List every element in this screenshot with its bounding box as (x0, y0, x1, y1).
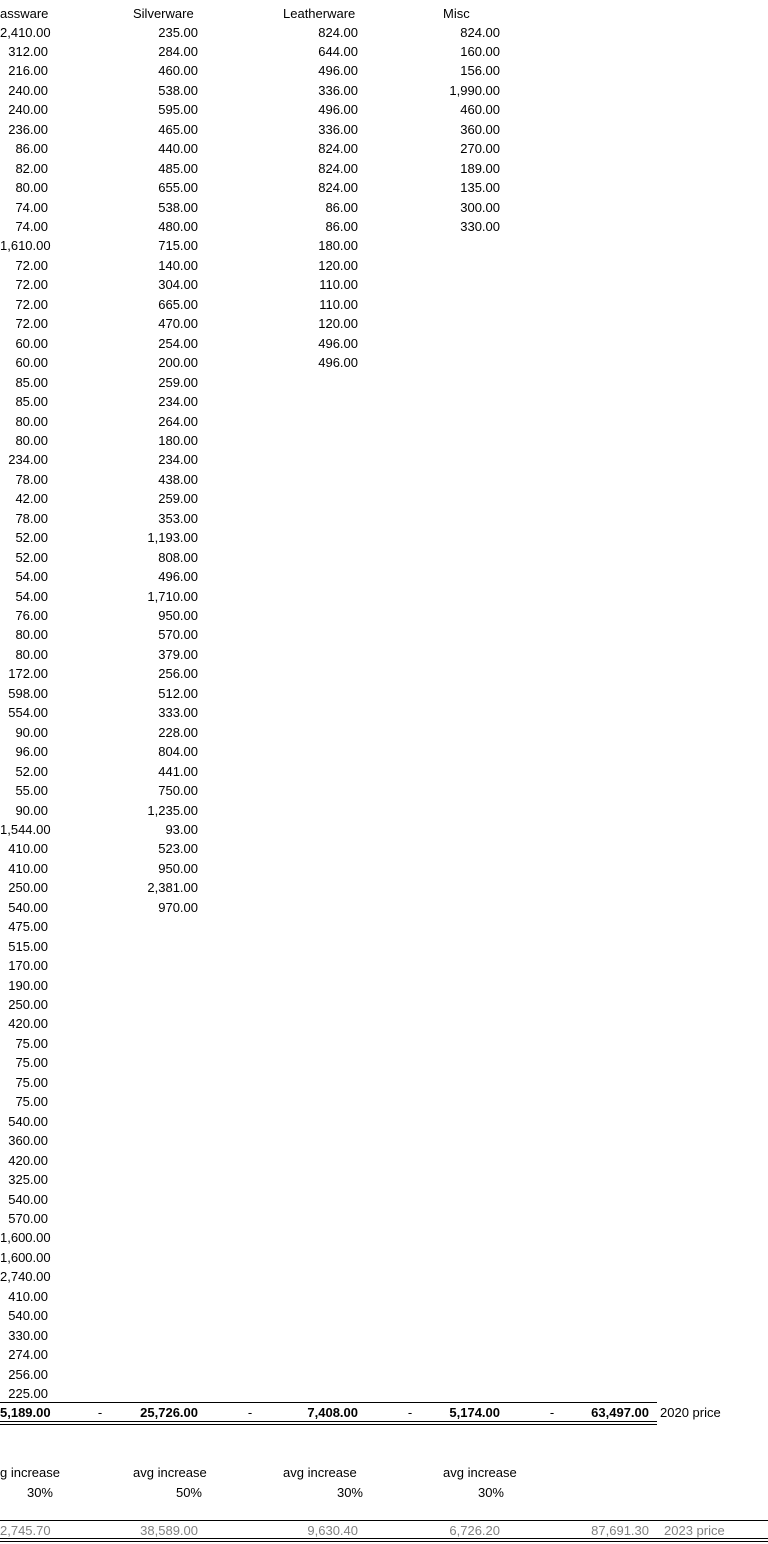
glassware-cell: 274.00 (8, 1347, 48, 1363)
misc-cell: 460.00 (460, 102, 500, 118)
glassware-cell: 540.00 (8, 899, 48, 915)
glassware-cell: 90.00 (15, 724, 48, 740)
glassware-cell: 325.00 (8, 1172, 48, 1188)
misc-cell: 189.00 (460, 160, 500, 176)
leatherware-cell: 496.00 (318, 335, 358, 351)
silverware-cell: 259.00 (158, 491, 198, 507)
header-leatherware: Leatherware (283, 6, 356, 21)
glassware-cell: 420.00 (8, 1016, 48, 1032)
projected-double-rule-2 (0, 1541, 768, 1542)
glassware-cell: 72.00 (15, 277, 48, 293)
glassware-cell: 60.00 (15, 355, 48, 371)
glassware-cell: 1,544.00 (0, 821, 51, 837)
projected-misc: 6,726.20 (449, 1523, 500, 1538)
silverware-cell: 523.00 (158, 841, 198, 857)
leatherware-cell: 496.00 (318, 63, 358, 79)
glassware-cell: 80.00 (15, 432, 48, 448)
glassware-cell: 2,740.00 (0, 1269, 51, 1285)
leatherware-cell: 824.00 (318, 141, 358, 157)
increase-label-misc: avg increase (443, 1465, 517, 1480)
silverware-cell: 438.00 (158, 471, 198, 487)
misc-cell: 330.00 (460, 219, 500, 234)
silverware-cell: 235.00 (158, 24, 198, 40)
glassware-cell: 52.00 (15, 530, 48, 546)
glassware-cell: 54.00 (15, 588, 48, 604)
glassware-cell: 250.00 (8, 997, 48, 1012)
glassware-cell: 54.00 (15, 569, 48, 585)
glassware-cell: 86.00 (15, 141, 48, 157)
silverware-cell: 234.00 (158, 452, 198, 468)
glassware-cell: 540.00 (8, 1113, 48, 1129)
header-glassware: assware (0, 6, 49, 21)
glassware-cell: 312.00 (8, 43, 48, 59)
leatherware-cell: 336.00 (318, 121, 358, 137)
silverware-cell: 304.00 (158, 277, 198, 293)
glassware-cell: 80.00 (15, 413, 48, 429)
silverware-cell: 333.00 (158, 705, 198, 721)
misc-cell: 156.00 (460, 63, 500, 79)
glassware-cell: 42.00 (15, 491, 48, 507)
total-misc: 5,174.00 (449, 1405, 500, 1420)
misc-cell: 160.00 (460, 43, 500, 59)
glassware-cell: 410.00 (8, 1288, 48, 1304)
silverware-cell: 655.00 (158, 180, 198, 196)
silverware-cell: 480.00 (158, 219, 198, 234)
glassware-cell: 75.00 (15, 1074, 48, 1090)
total-grand: 63,497.00 (591, 1405, 649, 1420)
silverware-cell: 441.00 (158, 763, 198, 779)
glassware-cell: 170.00 (8, 958, 48, 974)
leatherware-cell: 824.00 (318, 180, 358, 196)
silverware-cell: 808.00 (158, 549, 198, 565)
glassware-cell: 554.00 (8, 705, 48, 721)
silverware-cell: 254.00 (158, 335, 198, 351)
projected-double-rule-1 (0, 1538, 768, 1539)
glassware-cell: 82.00 (15, 160, 48, 176)
increase-value-silverware: 50% (175, 1485, 202, 1500)
increase-value-leatherware: 30% (336, 1485, 363, 1500)
leatherware-cell: 110.00 (319, 296, 358, 312)
totals-double-rule-2 (0, 1424, 657, 1425)
silverware-cell: 234.00 (158, 394, 198, 410)
glassware-cell: 52.00 (15, 763, 48, 779)
glassware-cell: 85.00 (15, 374, 48, 390)
glassware-cell: 410.00 (8, 860, 48, 876)
glassware-cell: 172.00 (8, 666, 48, 682)
glassware-cell: 75.00 (15, 1094, 48, 1110)
glassware-cell: 75.00 (15, 1035, 48, 1051)
misc-cell: 135.00 (460, 180, 500, 196)
leatherware-cell: 86.00 (325, 219, 358, 234)
silverware-cell: 715.00 (158, 238, 198, 254)
silverware-cell: 284.00 (158, 43, 198, 59)
increase-label-leatherware: avg increase (283, 1465, 357, 1480)
glassware-cell: 216.00 (8, 63, 48, 79)
projected-glassware: 2,745.70 (0, 1523, 51, 1538)
glassware-cell: 570.00 (8, 1210, 48, 1226)
glassware-cell: 240.00 (8, 102, 48, 118)
silverware-cell: 180.00 (158, 432, 198, 448)
silverware-cell: 353.00 (158, 510, 198, 526)
glassware-cell: 72.00 (15, 316, 48, 332)
glassware-cell: 1,600.00 (0, 1230, 51, 1246)
glassware-cell: 234.00 (8, 452, 48, 468)
glassware-cell: 330.00 (8, 1327, 48, 1343)
leatherware-cell: 120.00 (318, 257, 358, 273)
silverware-cell: 485.00 (158, 160, 198, 176)
glassware-cell: 360.00 (8, 1133, 48, 1149)
misc-cell: 1,990.00 (449, 82, 500, 98)
silverware-cell: 970.00 (158, 899, 198, 915)
label-2023-price: 2023 price (664, 1523, 725, 1538)
glassware-cell: 1,600.00 (0, 1249, 51, 1265)
silverware-cell: 2,381.00 (147, 880, 198, 896)
silverware-cell: 470.00 (158, 316, 198, 332)
label-2020-price: 2020 price (660, 1405, 721, 1420)
leatherware-cell: 86.00 (325, 199, 358, 215)
leatherware-cell: 496.00 (318, 102, 358, 118)
increase-label-silverware: avg increase (133, 1465, 207, 1480)
glassware-cell: 96.00 (15, 744, 48, 760)
glassware-cell: 75.00 (15, 1055, 48, 1071)
total-dash-3: - (407, 1405, 413, 1420)
silverware-cell: 496.00 (158, 569, 198, 585)
leatherware-cell: 644.00 (318, 43, 358, 59)
total-glassware: 5,189.00 (0, 1405, 51, 1420)
glassware-cell: 225.00 (8, 1386, 48, 1401)
glassware-cell: 80.00 (15, 627, 48, 643)
glassware-cell: 540.00 (8, 1308, 48, 1324)
total-silverware: 25,726.00 (140, 1405, 198, 1420)
silverware-cell: 460.00 (158, 63, 198, 79)
glassware-cell: 90.00 (15, 802, 48, 818)
silverware-cell: 1,193.00 (147, 530, 198, 546)
silverware-cell: 950.00 (158, 608, 198, 623)
glassware-cell: 410.00 (8, 841, 48, 857)
glassware-cell: 55.00 (15, 783, 48, 799)
misc-cell: 300.00 (460, 199, 500, 215)
projected-silverware: 38,589.00 (140, 1523, 198, 1538)
leatherware-cell: 110.00 (319, 277, 358, 293)
silverware-cell: 93.00 (165, 821, 198, 837)
silverware-cell: 570.00 (158, 627, 198, 643)
leatherware-cell: 180.00 (318, 238, 358, 254)
glassware-cell: 72.00 (15, 296, 48, 312)
header-silverware: Silverware (133, 6, 194, 21)
glassware-cell: 256.00 (8, 1366, 48, 1382)
glassware-cell: 78.00 (15, 471, 48, 487)
silverware-cell: 538.00 (158, 82, 198, 98)
total-dash-2: - (247, 1405, 253, 1420)
glassware-cell: 236.00 (8, 121, 48, 137)
glassware-cell: 250.00 (8, 880, 48, 896)
leatherware-cell: 824.00 (318, 24, 358, 40)
silverware-cell: 512.00 (158, 685, 198, 701)
glassware-cell: 78.00 (15, 510, 48, 526)
header-misc: Misc (443, 6, 470, 21)
glassware-cell: 2,410.00 (0, 24, 51, 40)
misc-cell: 270.00 (460, 141, 500, 157)
glassware-cell: 74.00 (15, 219, 48, 234)
silverware-cell: 804.00 (158, 744, 198, 760)
silverware-cell: 465.00 (158, 121, 198, 137)
leatherware-cell: 120.00 (318, 316, 358, 332)
glassware-cell: 52.00 (15, 549, 48, 565)
silverware-cell: 750.00 (158, 783, 198, 799)
silverware-cell: 665.00 (158, 296, 198, 312)
increase-value-glassware: 30% (26, 1485, 53, 1500)
total-dash-4: - (549, 1405, 555, 1420)
misc-cell: 360.00 (460, 121, 500, 137)
silverware-cell: 950.00 (158, 860, 198, 876)
silverware-cell: 440.00 (158, 141, 198, 157)
glassware-cell: 72.00 (15, 257, 48, 273)
silverware-cell: 256.00 (158, 666, 198, 682)
leatherware-cell: 336.00 (318, 82, 358, 98)
projected-grand: 87,691.30 (591, 1523, 649, 1538)
silverware-cell: 264.00 (158, 413, 198, 429)
projected-top-rule (0, 1520, 768, 1521)
glassware-cell: 240.00 (8, 82, 48, 98)
projected-leatherware: 9,630.40 (307, 1523, 358, 1538)
glassware-cell: 60.00 (15, 335, 48, 351)
glassware-cell: 598.00 (8, 685, 48, 701)
total-dash-1: - (97, 1405, 103, 1420)
silverware-cell: 200.00 (158, 355, 198, 371)
silverware-cell: 1,710.00 (147, 588, 198, 604)
glassware-cell: 475.00 (8, 919, 48, 935)
glassware-cell: 80.00 (15, 646, 48, 662)
glassware-cell: 540.00 (8, 1191, 48, 1207)
silverware-cell: 259.00 (158, 374, 198, 390)
silverware-cell: 379.00 (158, 646, 198, 662)
silverware-cell: 1,235.00 (147, 802, 198, 818)
glassware-cell: 190.00 (8, 977, 48, 993)
silverware-cell: 538.00 (158, 199, 198, 215)
misc-cell: 824.00 (460, 24, 500, 40)
glassware-cell: 80.00 (15, 180, 48, 196)
glassware-cell: 76.00 (15, 608, 48, 623)
glassware-cell: 515.00 (8, 938, 48, 954)
leatherware-cell: 496.00 (318, 355, 358, 371)
glassware-cell: 1,610.00 (0, 238, 51, 254)
increase-value-misc: 30% (477, 1485, 504, 1500)
silverware-cell: 228.00 (158, 724, 198, 740)
glassware-cell: 74.00 (15, 199, 48, 215)
total-leatherware: 7,408.00 (307, 1405, 358, 1420)
increase-label-glassware: g increase (0, 1465, 60, 1480)
glassware-cell: 420.00 (8, 1152, 48, 1168)
glassware-cell: 85.00 (15, 394, 48, 410)
silverware-cell: 140.00 (158, 257, 198, 273)
silverware-cell: 595.00 (158, 102, 198, 118)
leatherware-cell: 824.00 (318, 160, 358, 176)
